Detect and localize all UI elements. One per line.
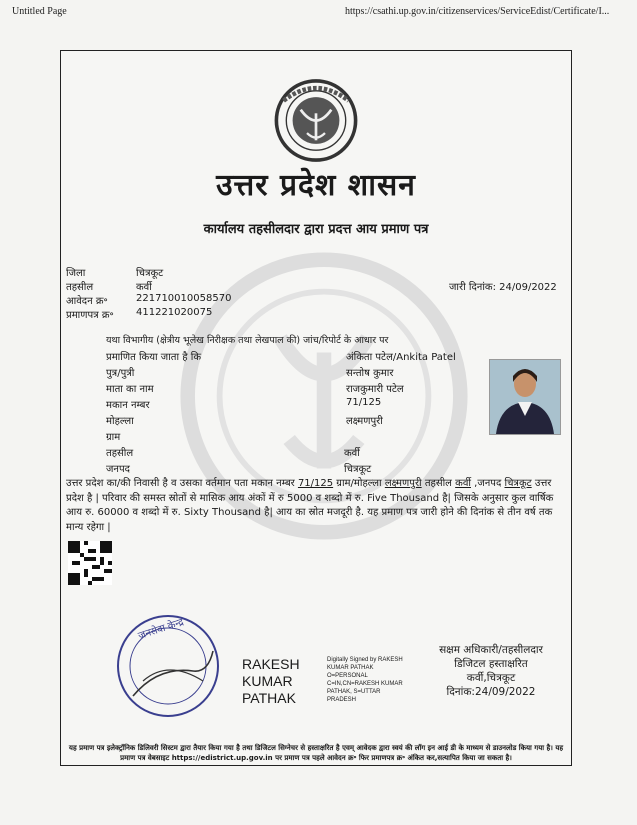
browser-url[interactable]: https://csathi.up.gov.in/citizenservices/ServiceEdist/Certificate/I... [345,6,610,17]
government-title: उत्तर प्रदेश शासन [216,168,416,203]
parent-name: सन्तोष कुमार [346,368,394,379]
browser-page-title: Untitled Page [12,6,67,17]
tehsil2-label: तहसील [106,448,134,459]
certificate-no-value: 411221020075 [136,307,213,318]
issue-date: जारी दिनांक: 24/09/2022 [449,282,557,293]
district-label: जिला [66,268,86,279]
village-label: ग्राम [106,432,121,443]
application-no-value: 221710010058570 [136,293,232,304]
mother-name: राजकुमारी पटेल [346,384,404,395]
certificate-no-label: प्रमाणपत्र क्र॰ [66,310,114,321]
application-no-label: आवेदन क्र॰ [66,296,108,307]
mohalla-value: लक्ष्मणपुरी [346,416,383,427]
issuing-authority: सक्षम अधिकारी/तहसीलदार डिजिटल हस्ताक्षरित कर्वी,चित्रकूट दिनांक:24/09/2022 [439,644,543,698]
income-certificate [60,50,572,766]
mother-label: माता का नाम [106,384,154,395]
official-stamp [113,611,223,721]
tehsil-label: तहसील [66,282,94,293]
signer-name: RAKESH KUMAR PATHAK [242,656,300,706]
district2-label: जनपद [106,464,130,475]
house-no-label: मकान नम्बर [106,400,150,411]
applicant-photo [489,359,561,435]
parent-label: पुत्र/पुत्री [106,368,135,379]
district-value: चित्रकूट [136,268,164,279]
qr-code-icon [68,541,112,585]
mohalla-label: मोहल्ला [106,416,134,427]
certified-label: प्रमाणित किया जाता है कि [106,352,202,363]
applicant-name: अंकिता पटेल/Ankita Patel [346,352,456,363]
footer-note: यह प्रमाण पत्र इलेक्ट्रॉनिक डिलिवरी सिस्टम द्वारा तैयार किया गया है तथा डिजिटल सिग्नेचर से हस्ताक्षरित है एवम् आवेदक द्वारा स्वयं की लॉग इन आई डी के माध्यम से डाउनलोड किया गया है। यह प्रमाण पत्र वेबसाइट https://edistrict.up.gov.in पर प्रमाण पत्र पहले आवेदन क्र॰ फिर प्रमाणपत्र क्र॰ अंकित कर,सत्यापित किया जा सकता है। [68,744,564,762]
inquiry-intro: यथा विभागीय (क्षेत्रीय भूलेख निरीक्षक तथा लेखपाल की) जांच/रिपोर्ट के आधार पर [106,335,389,346]
up-emblem-icon [271,73,361,168]
district2-value: चित्रकूट [344,464,372,475]
income-statement: उत्तर प्रदेश का/की निवासी है व उसका वर्तमान पता मकान नम्बर 71/125 ग्राम/मोहल्ला लक्ष्मणपुरी तहसील कर्वी ,जनपद चित्रकूट उत्तर प्रदेश है | परिवार की समस्त स्रोतों से मासिक आय अंकों में रु 5000 व शब्दो में रु. Five Thousand है| जिसके अनुसार कुल वार्षिक आय रु. 60000 व शब्दो में रु. Sixty Thousand है| आय का स्रोत मजदूरी है. यह प्रमाण पत्र जारी होने की दिनांक से तीन वर्ष तक मान्य रहेगा | [66,478,554,533]
digital-signature-info: Digitally Signed by RAKESH KUMAR PATHAK O=PERSONAL C=IN,CN=RAKESH KUMAR PATHAK, S=UTTAR PRADESH [327,657,403,703]
stamp-text: जनसेवा केन्द्र [136,616,186,642]
house-no-value: 71/125 [346,397,382,408]
certificate-subtitle: कार्यालय तहसीलदार द्वारा प्रदत्त आय प्रमाण पत्र [203,222,429,237]
tehsil-value: कर्वी [136,282,152,293]
tehsil2-value: कर्वी [344,448,360,459]
